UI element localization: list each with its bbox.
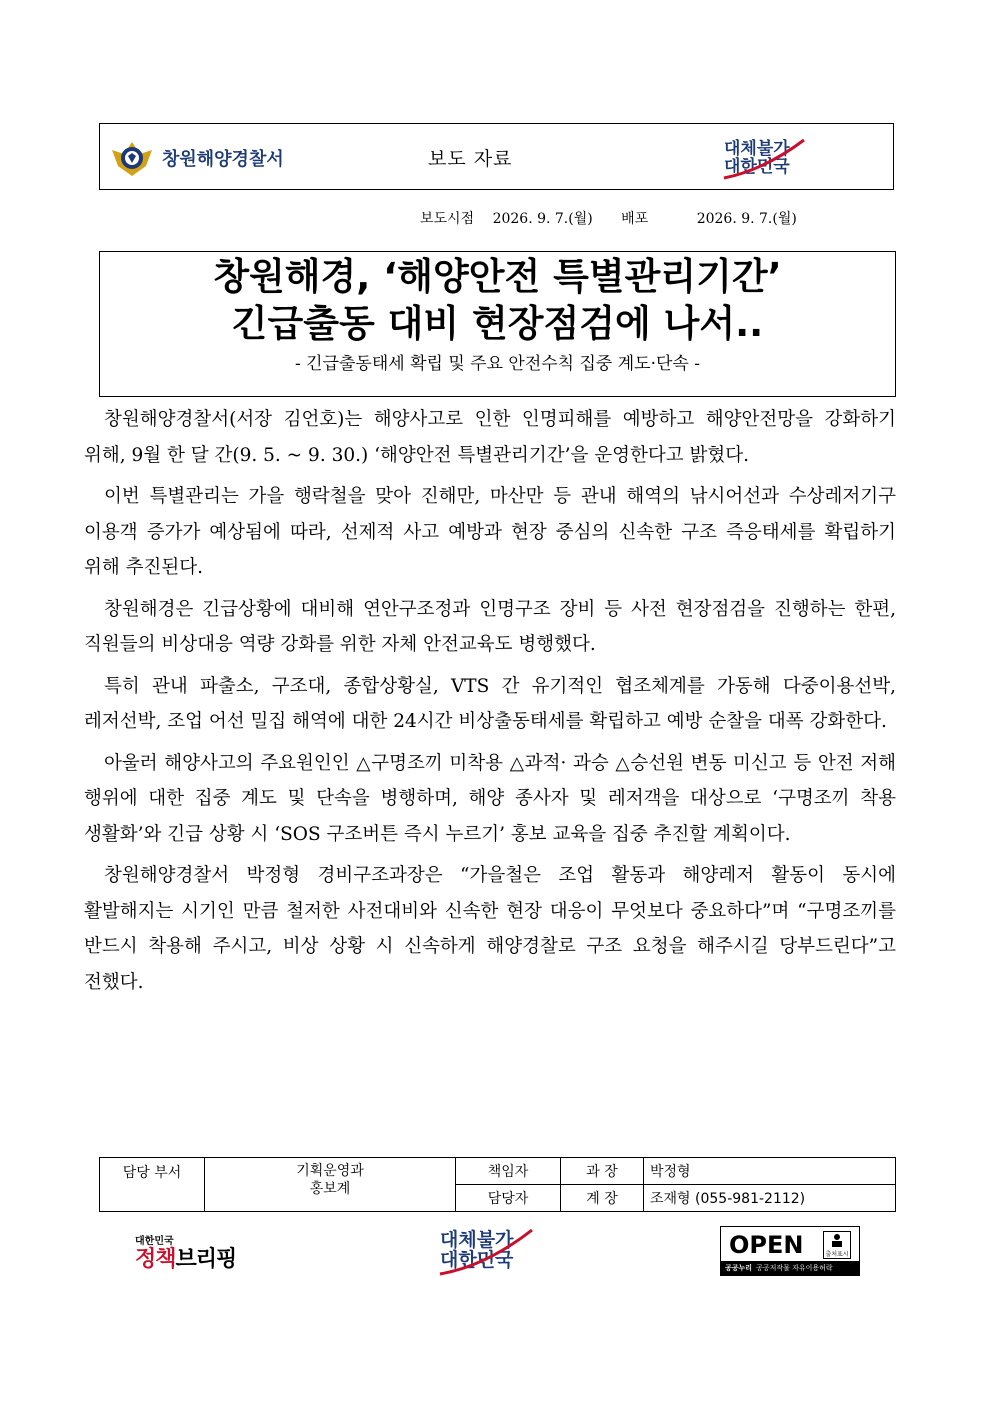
article-body bbox=[84, 402, 896, 1006]
release-dates bbox=[420, 208, 797, 228]
person-cell: 박정형 bbox=[644, 1158, 896, 1185]
person-icon bbox=[830, 1233, 844, 1247]
dist-date: 2026. 9. 7.(월) bbox=[696, 211, 797, 227]
coast-guard-emblem-icon bbox=[110, 136, 154, 180]
svg-text:대체불가: 대체불가 bbox=[440, 1229, 514, 1251]
org-logo-block bbox=[110, 136, 284, 180]
doc-type: 보도 자료 bbox=[428, 148, 513, 170]
person-cell: 조재형 (055-981-2112) bbox=[644, 1185, 896, 1212]
paragraph: 이번 특별관리는 가을 행락철을 맞아 진해만, 마산만 등 관내 해역의 낚시어선과 수상레저기구 이용객 증가가 예상됨에 따라, 선제적 사고 예방과 현장 중심의 신속한 구조 즉응태세를 확립하기 위해 추진된다. bbox=[84, 486, 896, 578]
headline-line2: 긴급출동 대비 현장점검에 나서.. bbox=[231, 302, 764, 345]
svg-text:대체불가: 대체불가 bbox=[724, 139, 790, 159]
slogan-logo-footer bbox=[436, 1222, 536, 1278]
dist-label: 배포 bbox=[621, 211, 649, 227]
dept-label-cell: 담당 부서 bbox=[100, 1158, 205, 1212]
slogan-logo bbox=[720, 132, 806, 182]
paragraph: 특히 관내 파출소, 구조대, 종합상황실, VTS 간 유기적인 협조체계를 가동해 다중이용선박, 레저선박, 조업 어선 밀집 해역에 대한 24시간 비상출동태세를 확립하고 예방 순찰을 대폭 강화한다. bbox=[84, 675, 896, 732]
title-box bbox=[99, 251, 896, 397]
kogl-open-license bbox=[720, 1226, 860, 1276]
slogan-logo-icon bbox=[720, 132, 806, 182]
org-name: 창원해양경찰서 bbox=[162, 149, 284, 170]
report-label: 보도시점 bbox=[420, 211, 475, 227]
badge-text: 출처표시 bbox=[825, 1251, 849, 1258]
svg-text:대한민국: 대한민국 bbox=[440, 1249, 514, 1271]
headline-line1: 창원해경, ‘해양안전 특별관리기간’ bbox=[213, 255, 782, 298]
slogan-logo-footer-icon bbox=[436, 1222, 536, 1278]
paragraph: 창원해경은 긴급상황에 대비해 연안구조정과 인명구조 장비 등 사전 현장점검을 진행하는 한편, 직원들의 비상대응 역량 강화를 위한 자체 안전교육도 병행했다. bbox=[84, 598, 896, 655]
policy-briefing-logo bbox=[135, 1232, 236, 1273]
role-cell: 책임자 bbox=[456, 1158, 561, 1185]
policy-small-text: 대한민국 bbox=[135, 1236, 174, 1247]
footer-logos bbox=[0, 1222, 992, 1282]
paragraph: 창원해양경찰서 박정형 경비구조과장은 “가을철은 조업 활동과 해양레저 활동이 동시에 활발해지는 시기인 만큼 철저한 사전대비와 신속한 현장 대응이 무엇보다 중요하다”며 “구명조끼를 반드시 착용해 주시고, 비상 상황 시 신속하게 해양경찰로 구조 요청을 해주시길 당부드린다”고 전했다. bbox=[84, 865, 896, 993]
open-text: OPEN bbox=[729, 1231, 804, 1259]
open-sub-left: 공공누리 bbox=[725, 1264, 753, 1272]
policy-big-text bbox=[135, 1247, 236, 1273]
dept-line1: 기획운영과 bbox=[296, 1163, 364, 1179]
svg-text:대한민국: 대한민국 bbox=[724, 157, 790, 177]
table-row bbox=[100, 1158, 896, 1185]
report-date: 2026. 9. 7.(월) bbox=[492, 211, 593, 227]
contact-table bbox=[99, 1157, 896, 1212]
subtitle: - 긴급출동태세 확립 및 주요 안전수칙 집중 계도·단속 - bbox=[295, 354, 700, 374]
paragraph: 아울러 해양사고의 주요원인인 △구명조끼 미착용 △과적· 과승 △승선원 변동 미신고 등 안전 저해 행위에 대한 집중 계도 및 단속을 병행하며, 해양 종사자 및 레저객을 대상으로 ‘구명조끼 착용 생활화’와 긴급 상황 시 ‘SOS 구조버튼 즉시 누르기’ 홍보 교육을 집중 추진할 계획이다. bbox=[84, 752, 896, 845]
attribution-badge bbox=[823, 1231, 851, 1259]
open-sub-right: 공공저작물 자유이용허락 bbox=[756, 1264, 833, 1272]
title-cell: 과 장 bbox=[561, 1158, 644, 1185]
role-cell: 담당자 bbox=[456, 1185, 561, 1212]
dept-cell bbox=[205, 1158, 456, 1212]
paragraph: 창원해양경찰서(서장 김언호)는 해양사고로 인한 인명피해를 예방하고 해양안전망을 강화하기 위해, 9월 한 달 간(9. 5. ~ 9. 30.) ‘해양안전 특별관리기간’을 운영한다고 밝혔다. bbox=[84, 409, 896, 466]
policy-red-text: 정책 bbox=[135, 1247, 176, 1272]
header-box bbox=[99, 123, 894, 190]
policy-dark-text: 브리핑 bbox=[175, 1247, 237, 1272]
open-sub bbox=[721, 1261, 859, 1275]
title-cell: 계 장 bbox=[561, 1185, 644, 1212]
dept-line2: 홍보계 bbox=[309, 1181, 351, 1197]
